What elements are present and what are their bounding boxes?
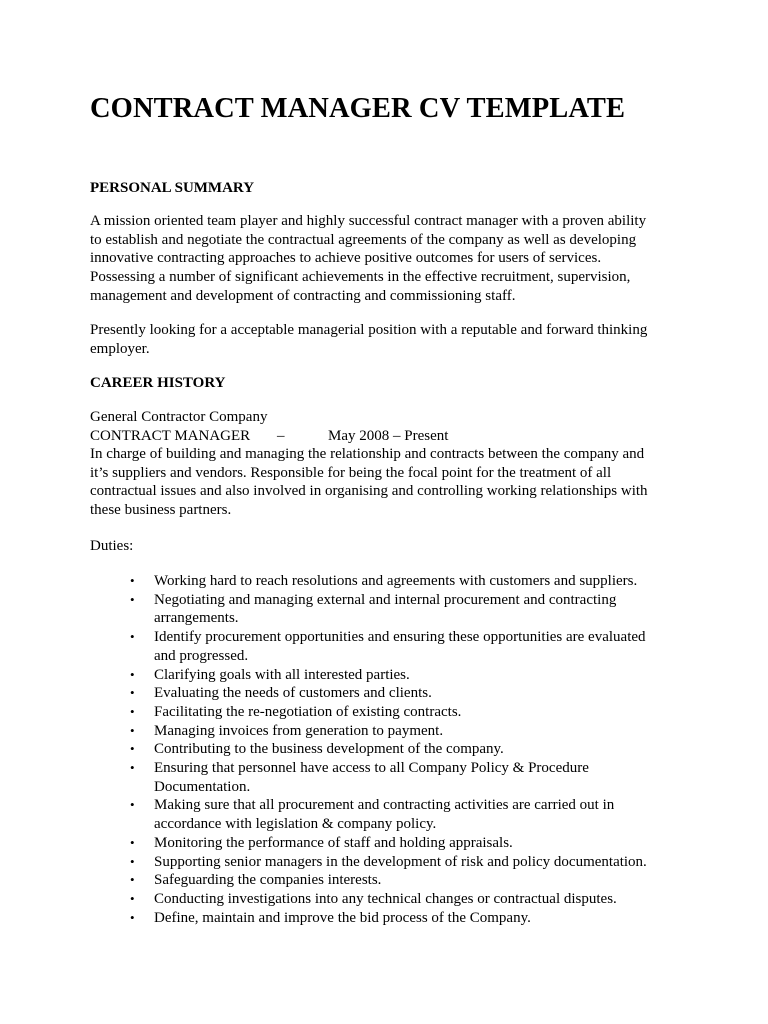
- job-dates: May 2008 – Present: [328, 428, 449, 444]
- personal-summary-heading: PERSONAL SUMMARY: [90, 180, 255, 196]
- bullet-icon: •: [130, 666, 135, 682]
- text-line: Safeguarding the companies interests.: [154, 872, 382, 889]
- text-line: these business partners.: [90, 502, 232, 519]
- duty-list-item: [130, 796, 690, 833]
- document-title: CONTRACT MANAGER CV TEMPLATE: [90, 93, 626, 124]
- text-line: Contributing to the business development of the company.: [154, 741, 504, 758]
- duty-text: [154, 628, 690, 665]
- bullet-icon: •: [130, 853, 135, 869]
- duty-text: [154, 684, 690, 703]
- duty-list-item: [130, 890, 690, 909]
- text-line: employer.: [90, 340, 150, 357]
- career-history-heading: CAREER HISTORY: [90, 375, 226, 391]
- text-line: Presently looking for a acceptable managerial position with a reputable and forward thinking: [90, 322, 648, 338]
- objective-paragraph: [90, 321, 680, 358]
- personal-summary-paragraph: [90, 212, 680, 306]
- bullet-icon: •: [130, 722, 135, 738]
- bullet-icon: •: [130, 760, 135, 776]
- bullet-icon: •: [130, 629, 135, 645]
- duties-label: [90, 537, 680, 556]
- duty-list-item: [130, 666, 690, 685]
- text-line: Possessing a number of significant achievements in the effective recruitment, supervision,: [90, 269, 631, 286]
- text-line: Monitoring the performance of staff and holding appraisals.: [154, 834, 513, 851]
- text-line: it’s suppliers and vendors. Responsible for being the focal point for the treatment of all: [90, 464, 612, 481]
- bullet-icon: •: [130, 890, 135, 906]
- duty-list-item: [130, 591, 690, 628]
- company-name-text: General Contractor Company: [90, 409, 268, 425]
- duty-text: [154, 759, 690, 796]
- text-line: Conducting investigations into any technical changes or contractual disputes.: [154, 890, 617, 907]
- text-line: innovative contracting approaches to achieve positive outcomes for users of services.: [90, 250, 602, 267]
- duty-text: [154, 666, 690, 685]
- bullet-icon: •: [130, 872, 135, 888]
- duty-list-item: [130, 684, 690, 703]
- duty-list-item: [130, 834, 690, 853]
- duty-list-item: [130, 703, 690, 722]
- duties-list: [130, 572, 690, 927]
- duty-text: [154, 722, 690, 741]
- bullet-icon: •: [130, 797, 135, 813]
- bullet-icon: •: [130, 573, 135, 588]
- duty-list-item: [130, 572, 690, 591]
- text-line: Facilitating the re-negotiation of existing contracts.: [154, 703, 462, 720]
- text-line: to establish and negotiate the contractual agreements of the company as well as developing: [90, 231, 637, 248]
- text-line: arrangements.: [154, 610, 239, 627]
- duty-text: [154, 890, 690, 909]
- text-line: Documentation.: [154, 778, 251, 795]
- duty-list-item: [130, 909, 690, 928]
- text-line: accordance with legislation & company policy.: [154, 816, 437, 833]
- text-line: Working hard to reach resolutions and agreements with customers and suppliers.: [154, 573, 638, 589]
- duties-label-text: Duties:: [90, 538, 134, 554]
- text-line: management and development of contracting and commissioning staff.: [90, 287, 516, 304]
- bullet-icon: •: [130, 834, 135, 850]
- duty-list-item: [130, 759, 690, 796]
- duty-text: [154, 853, 690, 872]
- bullet-icon: •: [130, 741, 135, 757]
- text-line: Clarifying goals with all interested parties.: [154, 666, 410, 683]
- text-line: Identify procurement opportunities and ensuring these opportunities are evaluated: [154, 629, 646, 646]
- bullet-icon: •: [130, 685, 135, 701]
- text-line: Managing invoices from generation to payment.: [154, 722, 444, 739]
- text-line: Supporting senior managers in the development of risk and policy documentation.: [154, 853, 647, 870]
- text-line: In charge of building and managing the relationship and contracts between the company and: [90, 446, 645, 462]
- text-line: Define, maintain and improve the bid process of the Company.: [154, 909, 531, 926]
- text-line: A mission oriented team player and highly successful contract manager with a proven ability: [90, 213, 647, 229]
- duty-list-item: [130, 628, 690, 665]
- duty-text: [154, 740, 690, 759]
- job-separator: –: [277, 428, 285, 444]
- bullet-icon: •: [130, 703, 135, 719]
- text-line: Negotiating and managing external and internal procurement and contracting: [154, 591, 617, 608]
- duty-text: [154, 871, 690, 890]
- duty-list-item: [130, 853, 690, 872]
- bullet-icon: •: [130, 591, 135, 607]
- text-line: and progressed.: [154, 647, 249, 664]
- duty-list-item: [130, 740, 690, 759]
- job-title: CONTRACT MANAGER: [90, 428, 251, 444]
- text-line: contractual issues and also involved in organising and controlling working relationships with: [90, 483, 648, 500]
- duty-text: [154, 796, 690, 833]
- duty-text: [154, 834, 690, 853]
- duty-text: [154, 591, 690, 628]
- duty-text: [154, 703, 690, 722]
- duty-list-item: [130, 722, 690, 741]
- company-name: [90, 408, 680, 427]
- duty-list-item: [130, 871, 690, 890]
- job-description: [90, 445, 680, 520]
- duty-text: [154, 909, 690, 928]
- text-line: Ensuring that personnel have access to all Company Policy & Procedure: [154, 760, 589, 777]
- text-line: Making sure that all procurement and contracting activities are carried out in: [154, 797, 615, 814]
- duty-text: [154, 572, 690, 591]
- text-line: Evaluating the needs of customers and clients.: [154, 685, 432, 702]
- bullet-icon: •: [130, 909, 135, 925]
